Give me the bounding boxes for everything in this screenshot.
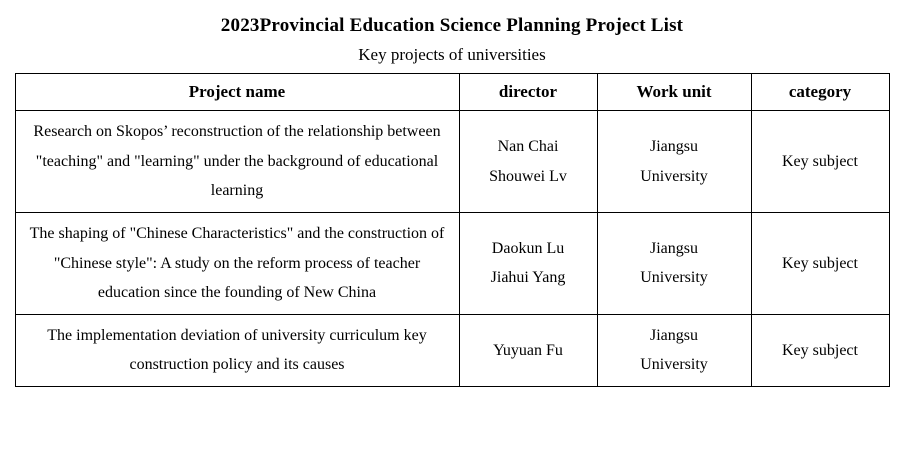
cell-project-name: The shaping of "Chinese Characteristics" and the construction of "Chinese style": A study on the reform process of teacher education since the founding of New China <box>15 213 459 315</box>
page-subtitle: Key projects of universities <box>358 44 546 64</box>
table-header-row <box>15 74 889 111</box>
work-unit-line: University <box>640 167 708 185</box>
cell-category: Key subject <box>751 111 889 213</box>
cell-director <box>459 213 597 315</box>
cell-work-unit <box>597 314 751 386</box>
cell-director <box>459 314 597 386</box>
cell-category: Key subject <box>751 213 889 315</box>
column-header-director: director <box>459 74 597 111</box>
director-name-line: Shouwei Lv <box>489 167 567 185</box>
page-title: 2023Provincial Education Science Planning Project List <box>220 15 684 36</box>
work-unit-line: Jiangsu <box>650 138 698 156</box>
director-name-line: Jiahui Yang <box>490 269 566 287</box>
director-name-line: Nan Chai <box>497 138 559 156</box>
work-unit-line: University <box>640 269 708 287</box>
cell-project-name: The implementation deviation of university curriculum key construction policy and its causes <box>15 314 459 386</box>
table-row <box>15 213 889 315</box>
work-unit-line: Jiangsu <box>650 239 698 257</box>
table-row <box>15 111 889 213</box>
cell-director <box>459 111 597 213</box>
work-unit-line: Jiangsu <box>650 326 698 344</box>
column-header-work-unit: Work unit <box>597 74 751 111</box>
column-header-project-name: Project name <box>15 74 459 111</box>
cell-project-name: Research on Skopos’ reconstruction of the relationship between "teaching" and "learning" under the background of educational learning <box>15 111 459 213</box>
cell-work-unit <box>597 213 751 315</box>
director-name-line: Daokun Lu <box>491 239 565 257</box>
project-list-table <box>15 73 890 387</box>
cell-work-unit <box>597 111 751 213</box>
director-name-line: Yuyuan Fu <box>493 341 563 359</box>
work-unit-line: University <box>640 356 708 374</box>
cell-category: Key subject <box>751 314 889 386</box>
document-page <box>0 14 904 465</box>
table-row <box>15 314 889 386</box>
column-header-category: category <box>751 74 889 111</box>
